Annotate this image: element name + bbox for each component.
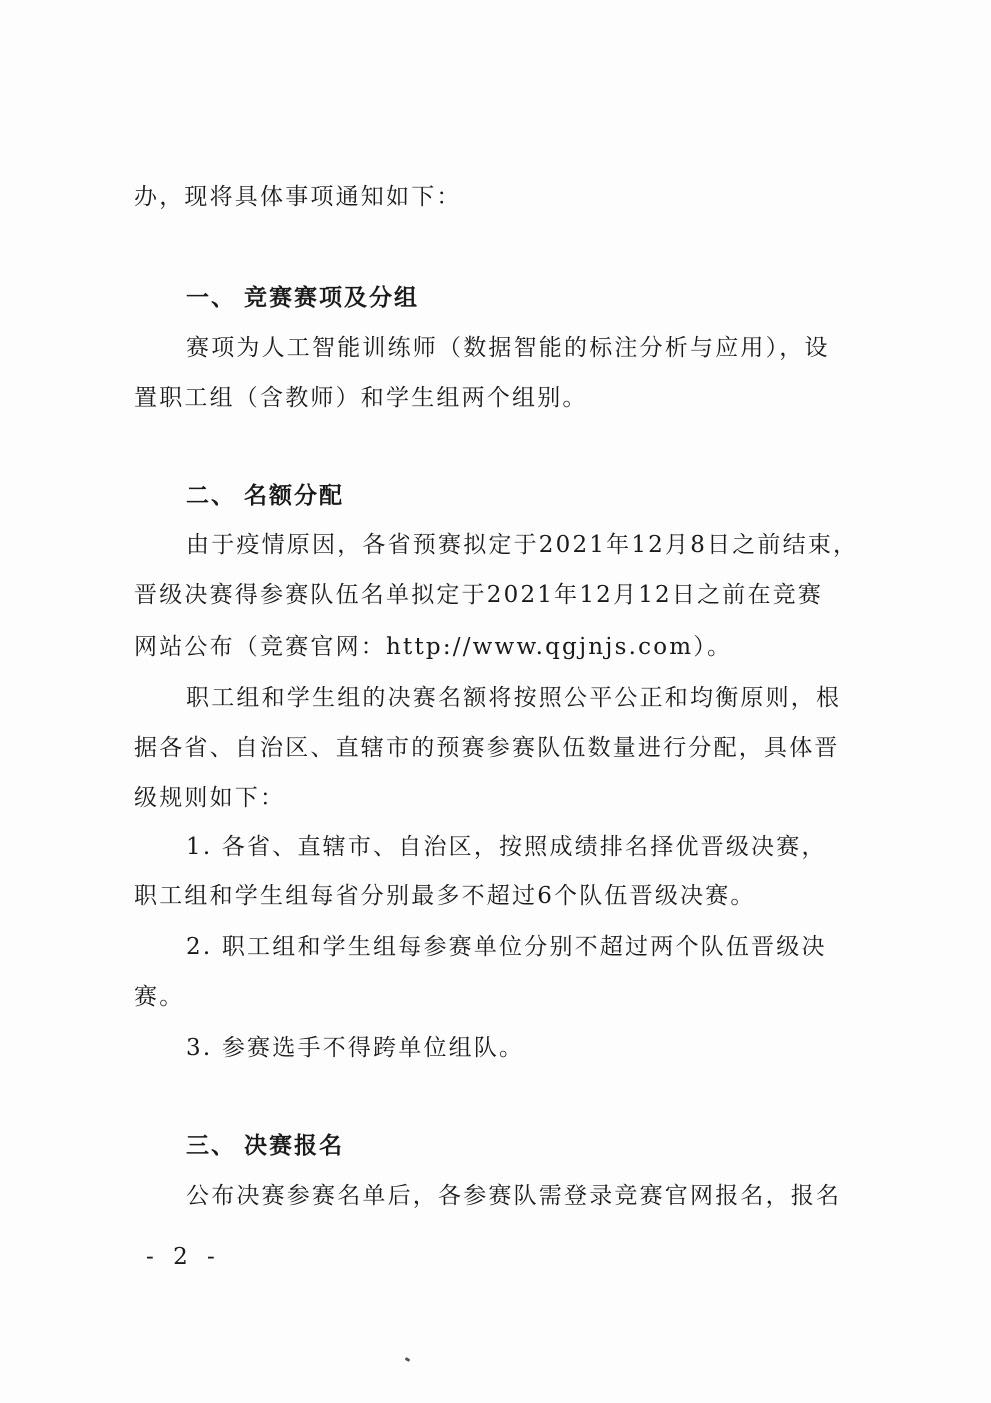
page-number: - 2 - <box>146 1244 221 1270</box>
paragraph-line: 由于疫情原因，各省预赛拟定于2021年12月8日之前结束， <box>186 532 859 558</box>
section-title-3: 决赛报名 <box>244 1133 344 1159</box>
section-heading-3 <box>186 1131 344 1161</box>
section-heading-1 <box>186 283 419 313</box>
paragraph-line: 赛。 <box>134 984 185 1010</box>
paragraph-line: 网站公布（竞赛官网：http://www.qgjnjs.com）。 <box>134 634 733 660</box>
section-heading-2 <box>186 481 344 511</box>
paragraph-line: 赛项为人工智能训练师（数据智能的标注分析与应用），设 <box>186 335 830 361</box>
paragraph-line: 1. 各省、直辖市、自治区，按照成绩排名择优晋级决赛， <box>186 834 827 860</box>
section-number-3: 三、 <box>186 1133 236 1159</box>
intro-line: 办，现将具体事项通知如下： <box>134 184 462 210</box>
paragraph-line: 级规则如下： <box>134 785 286 811</box>
section-title-1: 竞赛赛项及分组 <box>244 285 419 311</box>
section-number-2: 二、 <box>186 483 236 509</box>
paragraph-line: 晋级决赛得参赛队伍名单拟定于2021年12月12日之前在竞赛 <box>134 582 824 608</box>
paragraph-line: 职工组和学生组的决赛名额将按照公平公正和均衡原则，根 <box>186 685 842 711</box>
paragraph-line: 2. 职工组和学生组每参赛单位分别不超过两个队伍晋级决 <box>186 934 827 960</box>
section-title-2: 名额分配 <box>244 483 344 509</box>
paragraph-line: 置职工组（含教师）和学生组两个组别。 <box>134 385 588 411</box>
paragraph-line: 公布决赛参赛名单后，各参赛队需登录竞赛官网报名，报名 <box>186 1183 842 1209</box>
scan-speck <box>405 1357 411 1362</box>
paragraph-line: 职工组和学生组每省分别最多不超过6个队伍晋级决赛。 <box>134 883 756 909</box>
section-number-1: 一、 <box>186 285 236 311</box>
paragraph-line: 3. 参赛选手不得跨单位组队。 <box>186 1035 525 1061</box>
paragraph-line: 据各省、自治区、直辖市的预赛参赛队伍数量进行分配，具体晋 <box>134 735 840 761</box>
